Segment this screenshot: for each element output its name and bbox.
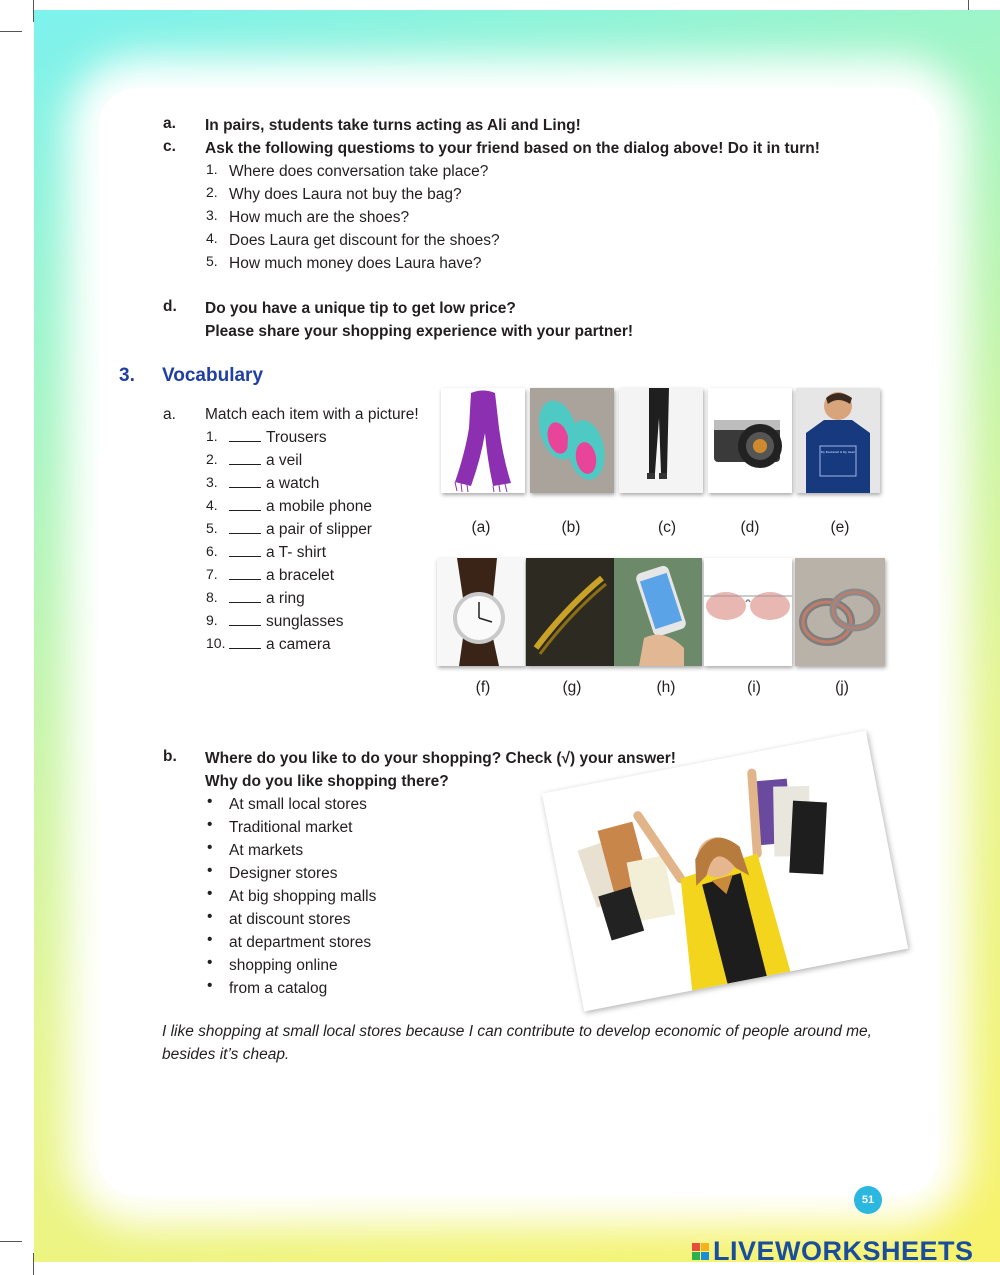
item-label: a veil [266,452,303,469]
bracelet-picture [526,558,614,666]
item-text [229,472,319,495]
camera-icon [708,388,792,493]
bullet-icon: • [207,977,213,994]
bullet-icon: • [207,908,213,925]
section-number: 3. [119,365,135,386]
item-number: 7. [206,566,218,582]
mobile-phone-icon [614,558,702,666]
example-line2: besides it’s cheap. [162,1046,290,1063]
item-label: a pair of slipper [266,521,372,538]
item-label: a ring [266,590,305,607]
rings-picture [795,558,885,666]
item-label: Trousers [266,429,327,446]
item-number: 4. [206,497,218,513]
answer-blank[interactable] [229,498,261,511]
item-text [229,541,326,564]
caption-e: (e) [830,519,850,536]
answer-blank[interactable] [229,590,261,603]
caption-b: (b) [561,519,581,536]
item-text [229,518,372,541]
caption-i: (i) [747,679,761,696]
option-text: at department stores [229,934,372,951]
section-a-text: In pairs, students take turns acting as Ali and Ling! [205,117,581,134]
sunglasses-picture [704,558,792,666]
item-label: a T- shirt [266,544,327,561]
watch-picture [437,558,525,666]
answer-blank[interactable] [229,567,261,580]
crop-mark [0,31,22,32]
option-text: Traditional market [229,819,353,836]
answer-blank[interactable] [229,452,261,465]
item-number: 10. [206,635,226,651]
watch-icon [437,558,525,666]
question-number: 5. [206,253,218,269]
scarf-icon [441,388,525,493]
section-b-line1: Where do you like to do your shopping? Check (√) your answer! [205,750,676,767]
trousers-picture [619,388,703,493]
item-text [229,564,334,587]
scarf-picture [441,388,525,493]
example-line1: I like shopping at small local stores because I can contribute to develop economic of people around me, [162,1023,872,1040]
item-label: a watch [266,475,320,492]
slipper-icon [530,388,614,493]
section-c-label: c. [163,138,176,155]
section-d-line2: Please share your shopping experience with your partner! [205,323,634,340]
answer-blank[interactable] [229,636,261,649]
answer-blank[interactable] [229,544,261,557]
bullet-icon: • [207,931,213,948]
item-number: 6. [206,543,218,559]
item-text [229,449,302,472]
slippers-picture [530,388,614,493]
bullet-icon: • [207,885,213,902]
tshirt-picture [796,388,880,493]
logo-square-icon [692,1243,700,1251]
answer-blank[interactable] [229,429,261,442]
answer-blank[interactable] [229,475,261,488]
section-d-label: d. [163,298,177,315]
item-label: a camera [266,636,331,653]
caption-a: (a) [471,519,491,536]
question-text: How much money does Laura have? [229,255,482,272]
item-label: a bracelet [266,567,335,584]
section-b-line2: Why do you like shopping there? [205,773,449,790]
phone-picture [614,558,702,666]
section-a-label: a. [163,115,176,132]
vocab-a-text: Match each item with a picture! [205,406,419,423]
answer-blank[interactable] [229,613,261,626]
page-number: 51 [854,1186,882,1214]
section-title: Vocabulary [162,365,264,386]
logo-mark-icon [692,1243,709,1260]
section-d-line1: Do you have a unique tip to get low price? [205,300,516,317]
item-number: 8. [206,589,218,605]
bullet-icon: • [207,793,213,810]
item-number: 9. [206,612,218,628]
question-number: 2. [206,184,218,200]
item-number: 1. [206,428,218,444]
tshirt-icon [796,388,880,493]
question-text: Where does conversation take place? [229,163,489,180]
option-text: At big shopping malls [229,888,377,905]
caption-f: (f) [475,679,491,696]
caption-d: (d) [740,519,760,536]
ring-icon [795,558,885,666]
item-text [229,495,372,518]
caption-j: (j) [835,679,849,696]
tshirt-print: My Bookshelf Is My Heart [820,450,856,454]
vocab-a-label: a. [163,406,176,423]
sunglasses-icon [704,558,792,666]
item-number: 3. [206,474,218,490]
option-text: shopping online [229,957,338,974]
camera-picture [708,388,792,493]
option-text: At markets [229,842,304,859]
option-text: at discount stores [229,911,351,928]
crop-mark [0,1241,22,1242]
liveworksheets-logo [692,1236,974,1267]
question-number: 4. [206,230,218,246]
logo-square-icon [701,1243,709,1251]
caption-h: (h) [656,679,676,696]
bullet-icon: • [207,816,213,833]
question-text: Why does Laura not buy the bag? [229,186,462,203]
logo-square-icon [701,1252,709,1260]
question-number: 1. [206,161,218,177]
question-text: How much are the shoes? [229,209,410,226]
question-text: Does Laura get discount for the shoes? [229,232,500,249]
section-b-label: b. [163,748,177,765]
item-number: 2. [206,451,218,467]
item-text [229,587,305,610]
logo-square-icon [692,1252,700,1260]
bracelet-icon [526,558,614,666]
item-label: sunglasses [266,613,344,630]
option-text: Designer stores [229,865,338,882]
bullet-icon: • [207,839,213,856]
item-number: 5. [206,520,218,536]
section-c-text: Ask the following questioms to your friend based on the dialog above! Do it in turn! [205,140,820,157]
item-text [229,633,331,656]
question-number: 3. [206,207,218,223]
answer-blank[interactable] [229,521,261,534]
logo-text: LIVEWORKSHEETS [713,1236,974,1266]
caption-g: (g) [562,679,582,696]
item-text [229,426,327,449]
item-label: a mobile phone [266,498,372,515]
bullet-icon: • [207,954,213,971]
option-text: At small local stores [229,796,367,813]
trousers-icon [619,388,703,493]
item-text [229,610,344,633]
caption-c: (c) [657,519,677,536]
option-text: from a catalog [229,980,328,997]
bullet-icon: • [207,862,213,879]
